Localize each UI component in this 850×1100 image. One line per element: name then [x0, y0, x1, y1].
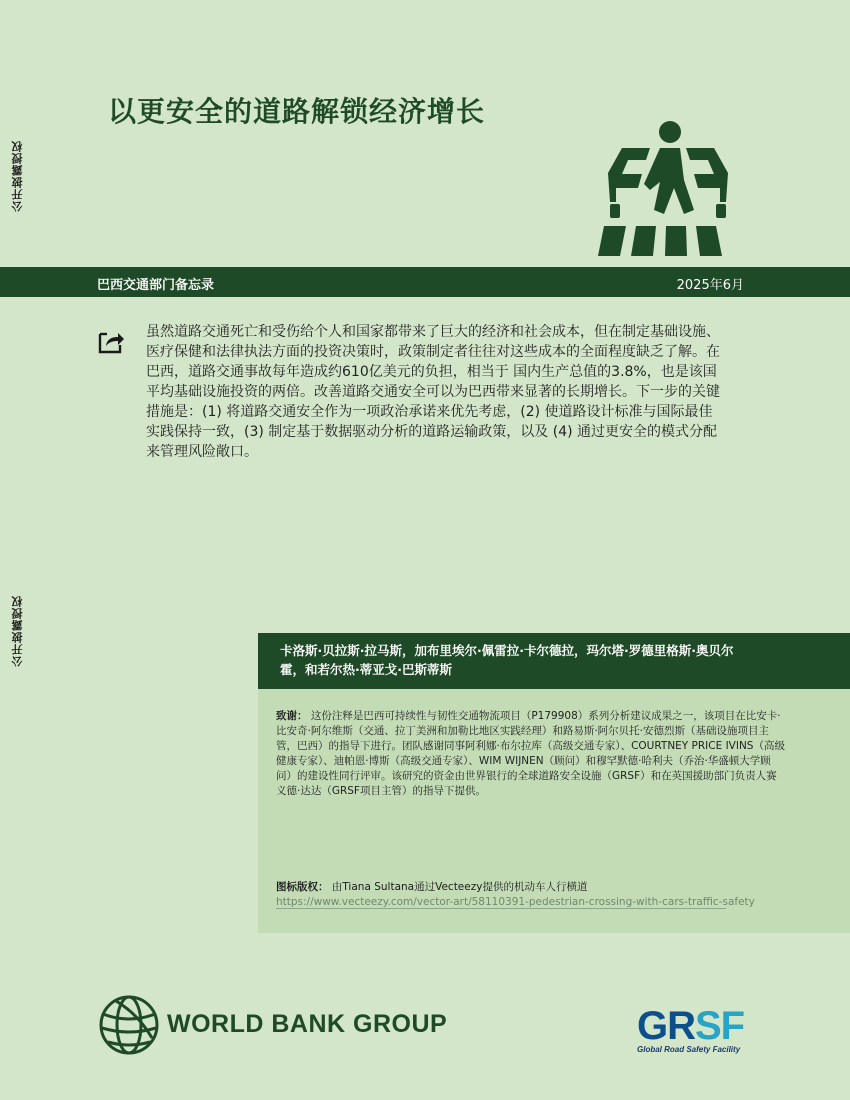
- grsf-wordmark: GRSF: [637, 1004, 745, 1048]
- world-bank-globe-logo: [98, 994, 160, 1056]
- icon-credit-text: 由Tiana Sultana通过Vecteezy提供的机动车人行横道: [331, 881, 588, 893]
- disclosure-side-label: 公开披露授权: [11, 140, 24, 212]
- page-title: 以更安全的道路解锁经济增长: [108, 95, 486, 128]
- divider: [276, 908, 726, 909]
- summary-paragraph: 虽然道路交通死亡和受伤给个人和国家都带来了巨大的经济和社会成本，但在制定基础设施、医疗保健和法律执法方面的投资决策时，政策制定者往往对这些成本的全面程度缺乏了解。在巴西，道路交通事故每年造成约610亿美元的负担，相当于 国内生产总值的3.8%，也是该国平均基础设施投资的两倍。改善道路交通安全可以为巴西带来显著的长期增长。下一步的关键措施是：(1) 将道路交通安全作为一项政治承诺来优先考虑，(2) 使道路设计标准与国际最佳实践保持一致，(3) 制定基于数据驱动分析的道路运输政策，以及 (4) 通过更安全的模式分配来管理风险敞口。: [146, 324, 720, 460]
- icon-credit-label: 图标版权：: [276, 881, 329, 893]
- authors-bar: [258, 633, 850, 689]
- grsf-subtitle: Global Road Safety Facility: [637, 1045, 741, 1054]
- disclosure-side-label-repeat: 公开披露授权: [11, 595, 24, 667]
- acknowledgements: [276, 709, 786, 799]
- authors-list: 卡洛斯·贝拉斯·拉马斯，加布里埃尔·佩雷拉·卡尔德拉，玛尔塔·罗德里格斯·奥贝尔霍，和若尔热·蒂亚戈·巴斯蒂斯: [280, 643, 734, 677]
- series-name: 巴西交通部门备忘录: [97, 278, 215, 293]
- acknowledgements-label: 致谢：: [276, 710, 308, 722]
- grsf-logo: [637, 1004, 745, 1054]
- acknowledgements-text: 这份注释是巴西可持续性与韧性交通物流项目（P179908）系列分析建议成果之一，该项目在比安卡·比安奇·阿尔维斯（交通、拉丁美洲和加勒比地区实践经理）和路易斯·阿尔贝托·安德烈斯（基础设施项目主管，巴西）的指导下进行。团队感谢同事阿利娜·布尔拉库（高级交通专家）、COURTNEY PRICE IVINS（高级健康专家）、迪帕恩·博斯（高级交通专家）、WIM WIJNEN（顾问）和穆罕默德·哈利夫（乔治·华盛顿大学顾问）的建设性同行评审。该研究的资金由世界银行的全球道路安全设施（GRSF）和在英国援助部门负责人赛义德·达达（GRSF项目主管）的指导下提供。: [276, 710, 785, 797]
- share-icon[interactable]: [97, 329, 125, 355]
- icon-credit: [276, 880, 796, 910]
- icon-credit-link[interactable]: https://www.vecteezy.com/vector-art/58110391-pedestrian-crossing-with-cars-traffic-safety: [276, 896, 755, 908]
- pedestrian-crossing-icon: [598, 118, 738, 258]
- series-header-bar: [0, 267, 850, 297]
- publication-date: 2025年6月: [676, 278, 744, 293]
- world-bank-group-wordmark: WORLD BANK GROUP: [167, 1010, 448, 1038]
